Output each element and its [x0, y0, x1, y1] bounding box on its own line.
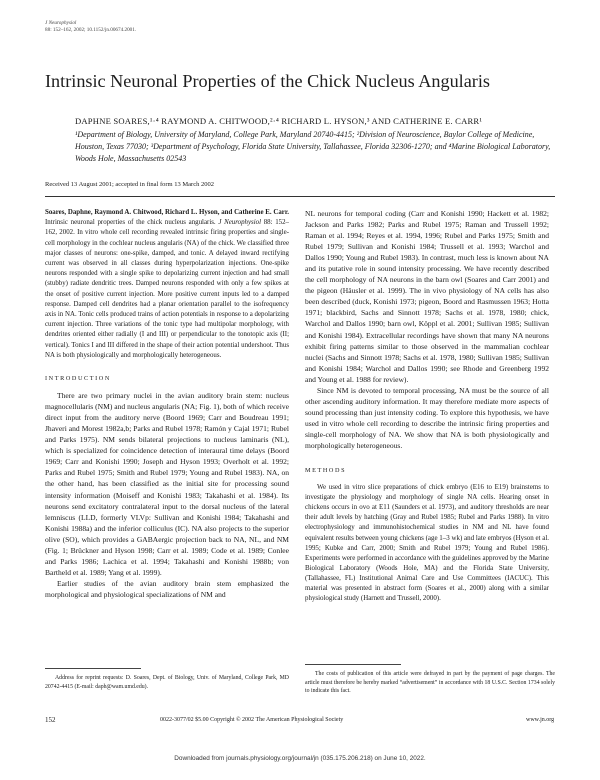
- journal-name: J Neurophysiol: [45, 20, 77, 26]
- introduction-heading: INTRODUCTION: [45, 375, 111, 383]
- header-divider: [45, 196, 555, 197]
- footnote-divider-left: [45, 668, 141, 669]
- reprint-footnote: Address for reprint requests: D. Soares, Dept. of Biology, Univ. of Maryland, College Park, MD 20742-4415 (E-mail: daph@wam.umd.edu).: [45, 675, 289, 690]
- download-watermark: Downloaded from journals.physiology.org/journal/jn (035.175.206.218) on June 10, 2022.: [174, 755, 426, 762]
- intro-paragraph-2: Earlier studies of the avian auditory brain stem emphasized the morphological and physiological specializations of NM and: [45, 578, 289, 599]
- page-number: 152: [45, 716, 56, 724]
- abstract-authors: Soares, Daphne, Raymond A. Chitwood, Richard L. Hyson, and Catherine E. Carr.: [45, 209, 289, 216]
- affiliations: ¹Department of Biology, University of Maryland, College Park, Maryland 20740-4415; ²Division of Neuroscience, Baylor College of Medicine, Houston, Texas 77030; ³Department of Psychology, Florida State University, Tallahassee, Florida 32306-1270; and ⁴Marine Biological Laboratory, Woods Hole, Massachusetts 02543: [75, 130, 551, 163]
- abstract-journal: J Neurophysiol: [218, 219, 261, 227]
- journal-url: www.jn.org: [526, 717, 555, 723]
- publication-cost-footnote: The costs of publication of this article were defrayed in part by the payment of page charges. The article must therefore be hereby marked “advertisement” in accordance with 18 U.S.C. Section 1734 solely to indicate this fact.: [305, 671, 555, 695]
- author-list: DAPHNE SOARES,¹·⁴ RAYMOND A. CHITWOOD,²·⁴ RICHARD L. HYSON,³ AND CATHERINE E. CARR¹: [75, 116, 483, 126]
- methods-paragraph-1: We used in vitro slice preparations of chick embryo (E16 to E19) brainstems to investigate the physiology and morphology of single NA cells. Hearing onset in chickens occurs in ovo at E11 (Saunders et al. 1973), and auditory thresholds are near their adult levels by hatching (Gray and Rubel 1985; Rubel and Parks 1988). In vitro electrophysiology and immunohistochemical studies in NM and NL have found equivalent results between young chickens (age 1–3 wk) and late embryos (Hyson et al. 1995; Kubke and Carr, 2000; Smith and Rubel 1979; Young and Rubel 1986). Experiments were performed in accordance with the guidelines approved by the Marine Biological Laboratory (Woods Hole, MA) and the Florida State University, (Tallahassee, FL) Institutional Animal Care and Use Committees (IACUC). This material was presented in abstract form (Soares et al., 2000) along with a similar physiological study (Harnett and Trussell, 2000).: [305, 483, 549, 603]
- intro-paragraph-4: Since NM is devoted to temporal processing, NA must be the source of all other ascending auditory information. It may therefore mediate more aspects of sound processing than just intensity coding. To explore this hypothesis, we have used in vitro whole cell recording to describe the intrinsic firing properties and single-cell morphology of NA. We show that NA is both physiologically and morphologically heterogeneous.: [305, 385, 549, 450]
- right-column: [305, 208, 549, 603]
- abstract-title: Intrinsic neuronal properties of the chick nucleus angularis.: [45, 219, 216, 227]
- intro-paragraph-1: There are two primary nuclei in the avian auditory brain stem: nucleus magnocellularis (NM) and nucleus angularis (NA; Fig. 1), both of which receive direct input from the auditory nerve (Boord 1969; Carr and Boudreau 1991; Jhaveri and Morest 1982a,b; Parks and Rubel 1978; Ramón y Cajal 1971; Rubel and Parks 1975). NM sends bilateral projections to nucleus laminaris (NL), which is specialized for coincidence detection of interaural time delays (Boord 1969; Carr and Konishi 1990; Joseph and Hyson 1993; Overholt et al. 1992; Parks and Rubel 1975; Smith and Rubel 1979; Young and Rubel 1983). NA, on the other hand, has been classified as the initial site for processing sound intensity information (Moiseff and Konishi 1983; Takahashi et al. 1984). Its neurons send excitatory contralateral input to the dorsal nucleus of the lateral lemniscus (LLD, formerly VLVp: Sullivan and Konishi 1984; Takahashi and Konishi 1988a) and the inferior colliculus (IC). NA also projects to the superior olive (SO), which provides a GABAergic projection back to NA, NL, and NM (Fig. 1; Brückner and Hyson 1998; Carr et al. 1989; Code et al. 1989; Conlee and Parks 1986; Lachica et al. 1994; Takahashi and Konishi 1988b; von Bartheld et al. 1989; Yang et al. 1999).: [45, 391, 289, 577]
- abstract: [45, 208, 289, 361]
- paper-title: Intrinsic Neuronal Properties of the Chick Nucleus Angularis: [45, 71, 490, 91]
- journal-header: [45, 20, 136, 34]
- left-column: [45, 208, 289, 600]
- footnote-divider-right: [305, 664, 401, 665]
- journal-citation: 88: 152–162, 2002; 10.1152/jn.00674.2001.: [45, 27, 137, 33]
- intro-paragraph-3: NL neurons for temporal coding (Carr and Konishi 1990; Hackett et al. 1982; Jackson and Parks 1982; Parks and Rubel 1975; Raman and Trussell 1992; Raman et al. 1994; Reyes et al. 1994, 1996; Rubel and Parks 1975; Smith and Rubel 1979; Sullivan and Konishi 1984; Trussell et al. 1993; Warchol and Dallos 1990; Young and Rubel 1983). In contrast, much less is known about NA and its putative role in sound intensity processing. We have recently described the cell morphology of NA neurons in the barn owl (Soares and Carr 2001) and the pigeon (Häusler et al. 1999). The in vivo physiology of NA cells has also been described (duck, Konishi 1973; pigeon, Boord and Rasmussen 1963; Hotta 1971; blackbird, Sachs and Sinnott 1978; Sachs et al. 1978, 1980; chick, Warchol and Dallos 1990; barn owl, Köppl et al. 2001; Sullivan 1985; Sullivan and Konishi 1984). Extracellular recordings have shown that many NA neurons exhibit firing patterns similar to those observed in the mammalian cochlear nuclei (Sachs and Sinnott 1978; Sachs et al. 1978, 1980; Sullivan 1985; Sullivan and Konishi 1984; Warchol and Dallos 1990; see Rhode and Greenberg 1992 and Young et al. 1988 for review).: [305, 209, 549, 384]
- methods-heading: METHODS: [305, 467, 347, 475]
- abstract-body: 88: 152–162, 2002. In vitro whole cell recording revealed intrinsic firing properties and single-cell morphology in the cochlear nucleus angularis (NA) of the chick. We classified three major classes of neurons: one-spike, damped, and tonic. A delayed inward rectifying current was observed in all classes during hyperpolarization injections. One-spike neurons responded with a single spike to depolarizing current injection and had small (stubby) radiate dendritic trees. Damped neurons responded with only a few spikes at the onset of positive current injection. More positive current inputs led to a damped response. Damped cell dendrites had a planar orientation parallel to the isofrequency axis in NA. Tonic cells produced trains of action potentials in response to a depolarizing current injection. Three variations of the tonic type had multipolar morphology, with dendrites oriented either radially (I and III) or perpendicular to the tonotopic axis (II; vertical). Tonics I and III differed in the shape of their action potential undershoot. Thus NA is both physiologically and morphologically heterogeneous.: [45, 219, 289, 359]
- received-date: Received 13 August 2001; accepted in final form 13 March 2002: [45, 181, 214, 188]
- copyright-line: 0022-3077/02 $5.00 Copyright © 2002 The American Physiological Society: [160, 717, 344, 723]
